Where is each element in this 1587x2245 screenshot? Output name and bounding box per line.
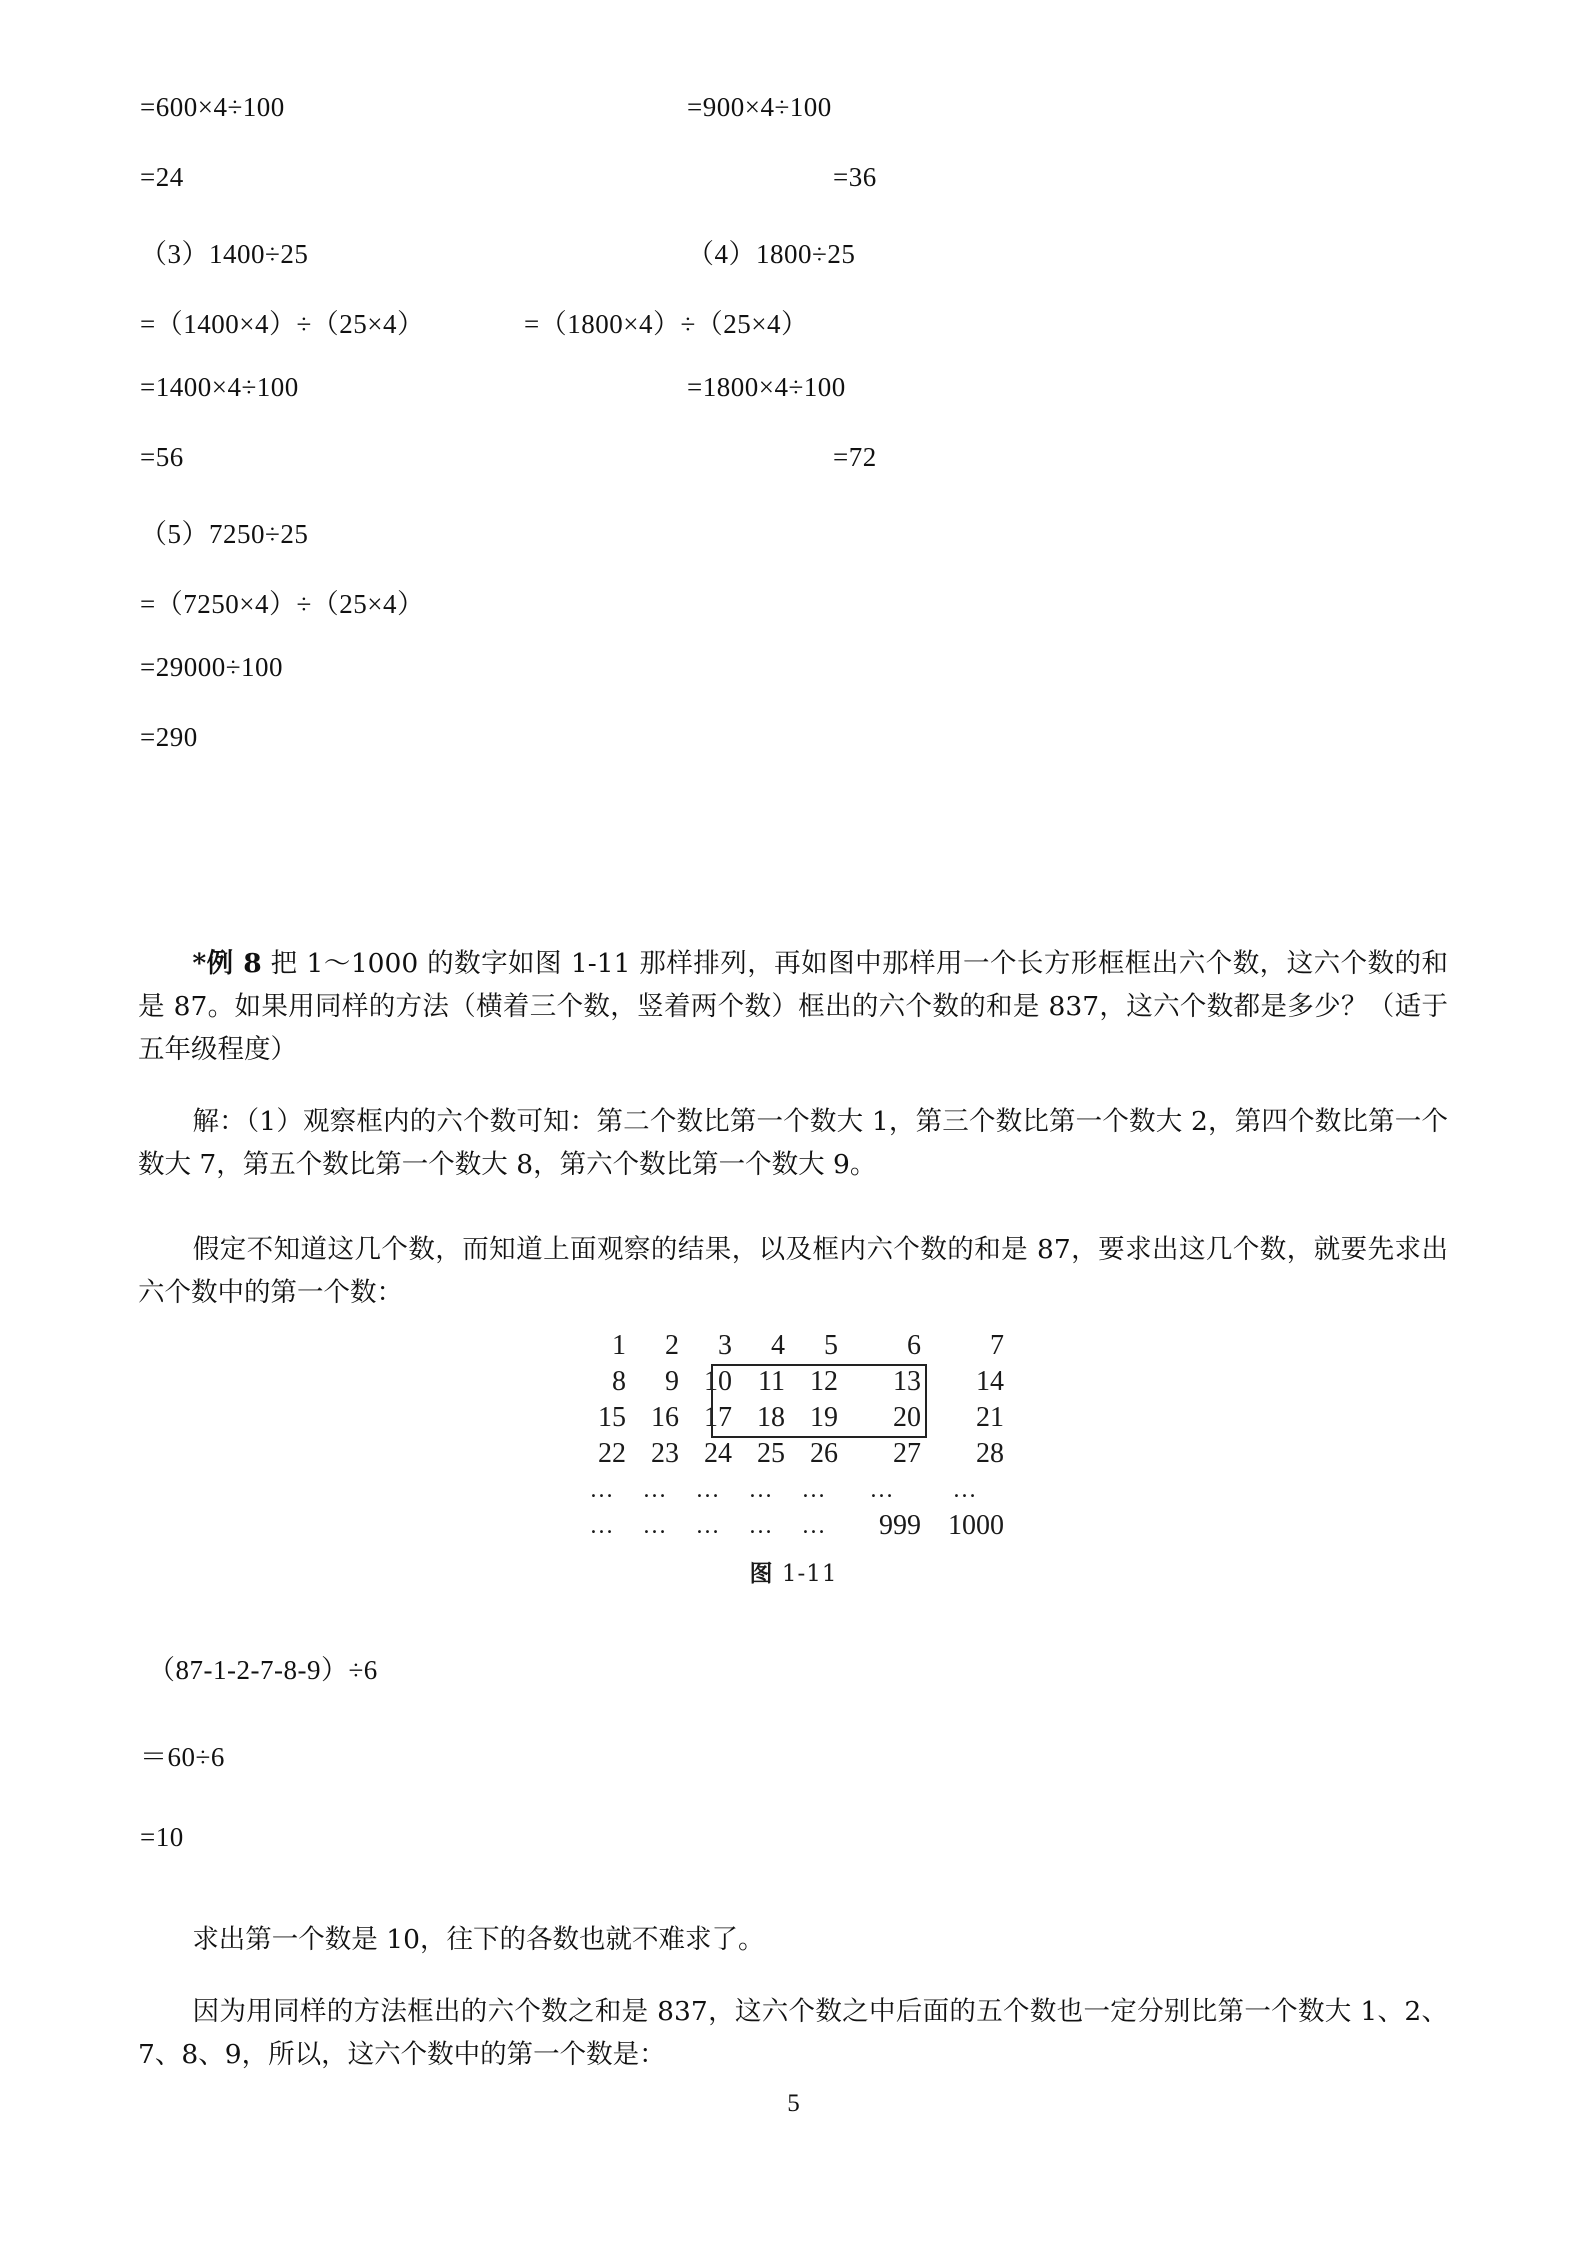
grid-cell: 28 [976,1438,1004,1469]
figure-caption [0,1555,1587,1588]
equation-left: =29000÷100 [140,652,284,682]
solution-paragraph-4 [138,1990,1448,2076]
grid-cell: 5 [824,1330,838,1361]
solution-paragraph-1 [138,1100,1448,1186]
equation-right: （4）1800÷25 [687,239,856,269]
equation-left: （5）7250÷25 [140,519,309,549]
grid-cell-highlighted: 13 [893,1366,921,1397]
grid-cell-ellipsis: … [869,1477,896,1503]
solution-equation-2: ＝60÷6 [140,1742,225,1772]
page-number: 5 [787,2090,800,2117]
equation-row [0,1648,1587,1735]
grid-cell-highlighted: 19 [810,1402,838,1433]
grid-cell: 27 [893,1438,921,1469]
grid-cell: 6 [907,1330,921,1361]
grid-cell: 23 [651,1438,679,1469]
problem-text: 把 1～1000 的数字如图 1-11 那样排列，再如图中那样用一个长方形框框出六个数，这六个数的和是 87。如果用同样的方法（横着三个数，竖着两个数）框出的六个数的和是 837，这六个数都是多少？（适于五年级程度） [138,948,1448,1065]
grid-cell: 8 [612,1366,626,1397]
grid-cell: 9 [665,1366,679,1397]
equation-left: =290 [140,722,198,752]
equation-left: =1400×4÷100 [140,372,299,402]
equation-right: =（1800×4）÷（25×4） [524,309,809,339]
grid-cell: 1000 [948,1510,1004,1541]
grid-row [578,1508,1009,1544]
grid-cell: 26 [810,1438,838,1469]
grid-row [578,1364,1009,1400]
solution-equation-1: （87-1-2-7-8-9）÷6 [148,1655,378,1685]
equation-left: =56 [140,442,184,472]
grid-cell-ellipsis: … [801,1477,828,1503]
number-grid [578,1328,1009,1544]
grid-cell: 7 [990,1330,1004,1361]
equation-row [0,512,1587,582]
equation-row [0,722,1587,792]
problem-marker: *例 8 [192,948,262,979]
solution-text-2: 假定不知道这几个数，而知道上面观察的结果，以及框内六个数的和是 87，要求出这几个数，就要先求出六个数中的第一个数： [138,1234,1448,1308]
grid-cell-ellipsis: … [695,1477,722,1503]
equation-right: =900×4÷100 [687,92,832,122]
solution-paragraph-3 [138,1918,1448,1961]
grid-cell: 1 [612,1330,626,1361]
equation-row [0,92,1587,162]
grid-cell: 16 [651,1402,679,1433]
number-grid-table [578,1328,1009,1544]
equation-row [0,232,1587,302]
grid-row [578,1472,1009,1508]
equation-row [0,162,1587,232]
equation-right: =1800×4÷100 [687,372,846,402]
grid-cell-highlighted: 10 [704,1366,732,1397]
grid-cell-ellipsis: … [642,1513,669,1539]
grid-cell-ellipsis: … [642,1477,669,1503]
equation-row [0,1822,1587,1909]
solution-equation-block [0,1648,1587,1909]
equation-row [0,652,1587,722]
figure-1-11 [0,1328,1587,1588]
grid-cell: 21 [976,1402,1004,1433]
grid-cell-highlighted: 17 [704,1402,732,1433]
grid-cell: 25 [757,1438,785,1469]
grid-cell-ellipsis: … [801,1513,828,1539]
solution-text-1: 解：（1）观察框内的六个数可知：第二个数比第一个数大 1，第三个数比第一个数大 2，第四个数比第一个数大 7，第五个数比第一个数大 8，第六个数比第一个数大 9。 [138,1106,1448,1180]
grid-cell-ellipsis: … [589,1477,616,1503]
figure-caption-number: 1-11 [781,1561,838,1587]
solution-text-3: 求出第一个数是 10，往下的各数也就不难求了。 [192,1924,765,1955]
grid-cell-ellipsis: … [748,1513,775,1539]
equation-row [0,302,1587,372]
equation-row [0,582,1587,652]
grid-cell: 2 [665,1330,679,1361]
equation-left: =600×4÷100 [140,92,285,122]
grid-cell: 22 [598,1438,626,1469]
grid-cell-highlighted: 12 [810,1366,838,1397]
grid-cell-ellipsis: … [695,1513,722,1539]
grid-cell-ellipsis: … [589,1513,616,1539]
equation-left: （3）1400÷25 [140,239,309,269]
problem-statement [138,942,1448,1071]
equation-block [0,92,1587,792]
grid-cell-highlighted: 11 [758,1366,785,1397]
grid-cell: 15 [598,1402,626,1433]
equation-right: =36 [833,162,877,192]
grid-cell-ellipsis: … [748,1477,775,1503]
grid-row [578,1436,1009,1472]
equation-left: =（1400×4）÷（25×4） [140,309,425,339]
grid-row [578,1328,1009,1364]
grid-cell: 24 [704,1438,732,1469]
equation-row [0,372,1587,442]
equation-row [0,1735,1587,1822]
equation-left: =（7250×4）÷（25×4） [140,589,425,619]
grid-cell: 4 [771,1330,785,1361]
grid-cell: 999 [879,1510,921,1541]
solution-equation-3: =10 [140,1822,184,1852]
grid-cell: 14 [976,1366,1004,1397]
grid-cell-highlighted: 18 [757,1402,785,1433]
grid-row [578,1400,1009,1436]
figure-caption-prefix: 图 [749,1560,774,1587]
equation-right: =72 [833,442,877,472]
equation-row [0,442,1587,512]
equation-left: =24 [140,162,184,192]
grid-cell-ellipsis: … [952,1477,979,1503]
solution-paragraph-2 [138,1228,1448,1314]
grid-cell-highlighted: 20 [893,1402,921,1433]
grid-cell: 3 [718,1330,732,1361]
solution-text-4: 因为用同样的方法框出的六个数之和是 837，这六个数之中后面的五个数也一定分别比第一个数大 1、2、7、8、9，所以，这六个数中的第一个数是： [138,1996,1448,2070]
